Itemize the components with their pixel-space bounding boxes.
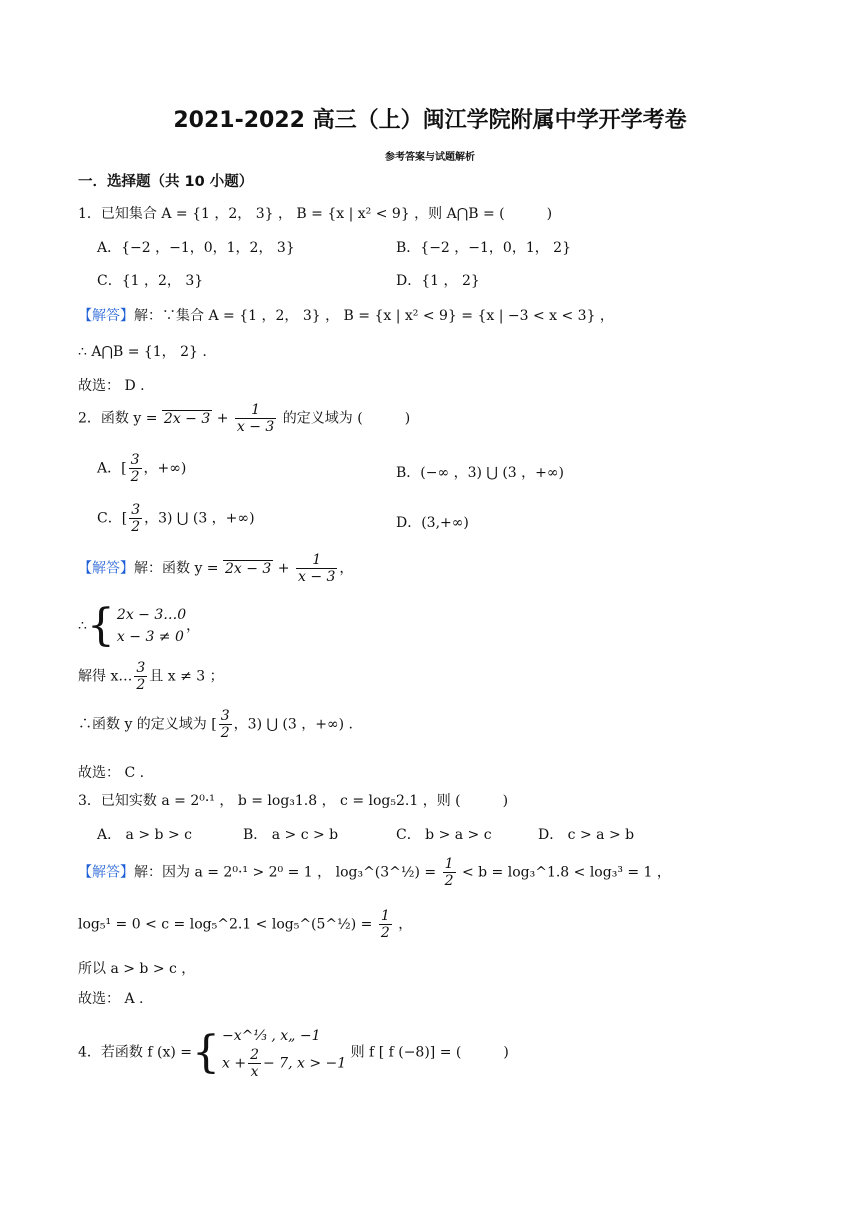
section-heading: 一．选择题（共 10 小题）	[78, 174, 254, 190]
q2-solution-x: 解得 x… $\frac{3}{2}$ 且 x ≠ 3 ；	[78, 660, 224, 693]
page-title: 2021-2022 高三（上）闽江学院附属中学开学考卷	[173, 108, 687, 133]
q1-solution-line-1: 【解答】解：∵集合 A = {1 ，2， 3} ， B = {x | x² < 9} = {x | −3 < x < 3} ，	[78, 308, 614, 324]
q1-stem: 1．已知集合 A = {1 ，2， 3} ， B = {x | x² < 9} ，则 A⋂B = ( )	[78, 206, 553, 222]
q2-solution-line-1: 【解答】解：函数 y = 2x − 3 + $\frac{1}{x - 3}$ ，	[78, 552, 354, 585]
q3-solution-line-3: 所以 a > b > c ，	[78, 961, 196, 977]
q2-solution-domain: ∴函数 y 的定义域为 [ $\frac{3}{2}$ ，3) ⋃ (3 ，+∞) .	[78, 708, 353, 741]
q1-option-d: D．{1 ， 2}	[396, 273, 480, 289]
answer-tag: 【解答】	[78, 308, 134, 324]
q2-solution-system: ∴{ 2x − 3…0 x − 3 ≠ 0，	[78, 600, 201, 651]
q1-solution-line-2: ∴ A⋂B = {1， 2} .	[78, 344, 207, 360]
q1-option-a: A．{−2 ，−1，0，1，2， 3}	[97, 240, 295, 256]
q2-option-d: D．(3,+∞)	[396, 515, 469, 531]
q3-choice: 故选： A .	[78, 991, 144, 1007]
q2-option-a: A．[ $\frac{3}{2}$ ，+∞)	[97, 452, 187, 485]
q1-choice: 故选： D .	[78, 378, 145, 394]
q3-solution-line-2: log₅¹ = 0 < c = log₅^2.1 < log₅^(5^½) = $\frac{1}{2}$ ，	[78, 908, 413, 941]
q2-choice: 故选： C .	[78, 765, 145, 781]
q3-option-b: B． a > c > b	[243, 827, 339, 843]
q2-option-b: B．(−∞ ，3) ⋃ (3 ，+∞)	[396, 465, 565, 481]
q3-solution-line-1: 【解答】解：因为 a = 2⁰·¹ > 2⁰ = 1 ， log₃^(3^½) = $\frac{1}{2}$ < b = log₃^1.8 < log₃³ = 1 ，	[78, 856, 671, 889]
q3-option-d: D． c > a > b	[538, 827, 635, 843]
q2-option-c: C．[ $\frac{3}{2}$ ，3) ⋃ (3 ，+∞)	[97, 502, 255, 535]
q3-stem: 3．已知实数 a = 2⁰·¹ ， b = log₃1.8 ， c = log₅2.1 ，则 ( )	[78, 793, 509, 809]
q4-stem: 4．若函数 f (x) ={ −x^⅓ , x„ −1 x + $\frac{2}{x}$ − 7, x > −1 则 f [ f (−8)] = ( )	[78, 1026, 509, 1080]
q2-stem: 2．函数 y = 2x − 3 + $\frac{1}{x - 3}$ 的定义域为 ( )	[78, 402, 411, 435]
q1-option-c: C．{1 ，2， 3}	[97, 273, 204, 289]
q3-option-c: C． b > a > c	[396, 827, 492, 843]
q3-option-a: A． a > b > c	[97, 827, 192, 843]
page-subtitle: 参考答案与试题解析	[385, 152, 475, 163]
q1-option-b: B．{−2 ，−1，0，1， 2}	[396, 240, 571, 256]
